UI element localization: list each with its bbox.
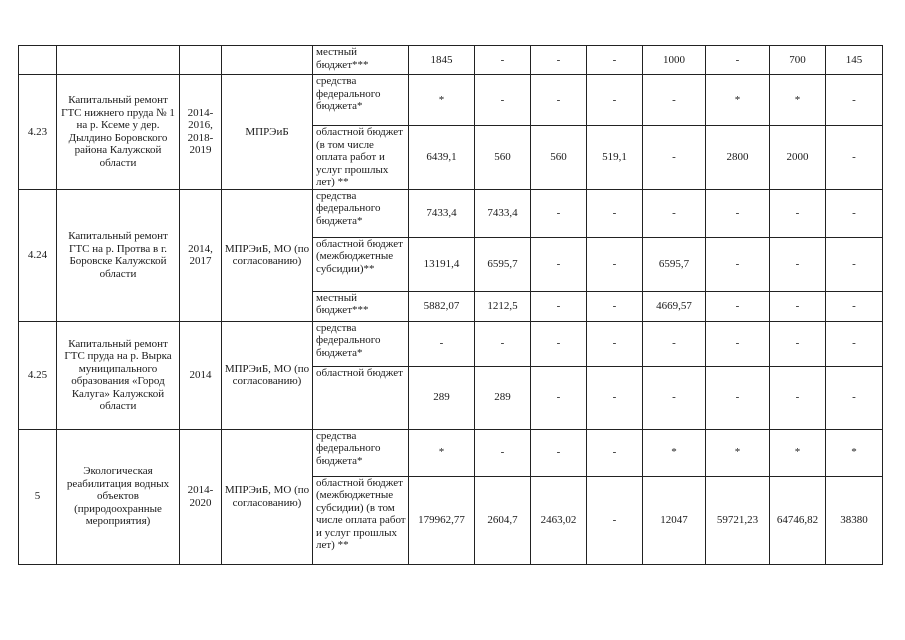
amount-year: - <box>643 126 706 190</box>
amount-year: - <box>587 429 643 476</box>
amount-year: 7433,4 <box>475 189 531 237</box>
amount-year: 6595,7 <box>643 237 706 291</box>
implementation-years: 2014, 2017 <box>180 189 222 321</box>
amount-year: - <box>826 237 883 291</box>
funding-source: местный бюджет*** <box>313 46 409 75</box>
executor: МПРЭиБ, МО (по согласованию) <box>222 189 313 321</box>
amount-total: * <box>409 429 475 476</box>
amount-year: - <box>531 429 587 476</box>
amount-year: 64746,82 <box>770 476 826 564</box>
amount-year: 2800 <box>706 126 770 190</box>
amount-year: 59721,23 <box>706 476 770 564</box>
table-row <box>19 46 883 75</box>
executor: МПРЭиБ <box>222 75 313 190</box>
measure-name: Капитальный ремонт ГТС пруда на р. Вырка муниципального образования «Город Калуга» Калужской области <box>57 321 180 429</box>
amount-year: 12047 <box>643 476 706 564</box>
amount-year: - <box>531 189 587 237</box>
amount-year: - <box>826 75 883 126</box>
amount-year: 38380 <box>826 476 883 564</box>
amount-year: - <box>587 237 643 291</box>
amount-year: - <box>531 321 587 366</box>
amount-year: - <box>531 75 587 126</box>
measure-name: Экологическая реабилитация водных объектов (природоохранные мероприятия) <box>57 429 180 564</box>
funding-source: областной бюджет (межбюджетные субсидии)** <box>313 237 409 291</box>
amount-total: 6439,1 <box>409 126 475 190</box>
executor <box>222 46 313 75</box>
amount-year: 1000 <box>643 46 706 75</box>
amount-year: - <box>587 476 643 564</box>
amount-year: - <box>475 75 531 126</box>
amount-total: 13191,4 <box>409 237 475 291</box>
amount-year: - <box>475 429 531 476</box>
amount-year: - <box>587 46 643 75</box>
funding-source: средства федерального бюджета* <box>313 189 409 237</box>
amount-year: 560 <box>531 126 587 190</box>
item-number <box>19 46 57 75</box>
item-number: 4.24 <box>19 189 57 321</box>
amount-year: - <box>587 189 643 237</box>
measure-name: Капитальный ремонт ГТС на р. Протва в г. Боровске Калужской области <box>57 189 180 321</box>
funding-source: областной бюджет (межбюджетные субсидии) (в том числе оплата работ и услуг прошлых лет) ** <box>313 476 409 564</box>
amount-year: 2000 <box>770 126 826 190</box>
amount-year: - <box>826 321 883 366</box>
executor: МПРЭиБ, МО (по согласованию) <box>222 429 313 564</box>
amount-year: - <box>587 75 643 126</box>
amount-year: 2463,02 <box>531 476 587 564</box>
amount-year: - <box>531 46 587 75</box>
amount-year: 289 <box>475 366 531 429</box>
table-row <box>19 429 883 476</box>
measure-name <box>57 46 180 75</box>
amount-total: 1845 <box>409 46 475 75</box>
amount-year: - <box>826 366 883 429</box>
funding-source: местный бюджет*** <box>313 291 409 321</box>
amount-year: 560 <box>475 126 531 190</box>
implementation-years <box>180 46 222 75</box>
amount-year: - <box>643 366 706 429</box>
amount-year: * <box>643 429 706 476</box>
amount-year: 2604,7 <box>475 476 531 564</box>
amount-year: * <box>706 429 770 476</box>
amount-total: * <box>409 75 475 126</box>
funding-source: областной бюджет <box>313 366 409 429</box>
item-number: 4.25 <box>19 321 57 429</box>
amount-year: - <box>587 321 643 366</box>
amount-year: * <box>706 75 770 126</box>
amount-year: - <box>531 291 587 321</box>
amount-year: 6595,7 <box>475 237 531 291</box>
funding-source: средства федерального бюджета* <box>313 321 409 366</box>
amount-year: - <box>643 321 706 366</box>
executor: МПРЭиБ, МО (по согласованию) <box>222 321 313 429</box>
amount-year: * <box>770 75 826 126</box>
amount-year: - <box>826 126 883 190</box>
amount-total: 179962,77 <box>409 476 475 564</box>
amount-year: - <box>643 189 706 237</box>
funding-source: областной бюджет (в том числе оплата работ и услуг прошлых лет) ** <box>313 126 409 190</box>
amount-year: - <box>587 366 643 429</box>
item-number: 4.23 <box>19 75 57 190</box>
table-row <box>19 75 883 126</box>
amount-year: 700 <box>770 46 826 75</box>
amount-year: - <box>770 291 826 321</box>
measure-name: Капитальный ремонт ГТС нижнего пруда № 1 на р. Ксеме у дер. Дылдино Боровского района Калужской области <box>57 75 180 190</box>
amount-year: - <box>587 291 643 321</box>
amount-year: - <box>475 46 531 75</box>
amount-year: - <box>770 366 826 429</box>
amount-year: - <box>706 237 770 291</box>
implementation-years: 2014-2016, 2018-2019 <box>180 75 222 190</box>
amount-total: 7433,4 <box>409 189 475 237</box>
amount-year: 4669,57 <box>643 291 706 321</box>
amount-year: 519,1 <box>587 126 643 190</box>
amount-year: - <box>706 46 770 75</box>
implementation-years: 2014-2020 <box>180 429 222 564</box>
amount-year: - <box>706 366 770 429</box>
amount-total: 289 <box>409 366 475 429</box>
amount-total: 5882,07 <box>409 291 475 321</box>
amount-year: - <box>770 237 826 291</box>
amount-total: - <box>409 321 475 366</box>
amount-year: * <box>826 429 883 476</box>
item-number: 5 <box>19 429 57 564</box>
amount-year: - <box>770 189 826 237</box>
amount-year: - <box>531 237 587 291</box>
table-row <box>19 321 883 366</box>
amount-year: - <box>531 366 587 429</box>
funding-source: средства федерального бюджета* <box>313 75 409 126</box>
budget-table <box>18 45 883 565</box>
funding-source: средства федерального бюджета* <box>313 429 409 476</box>
amount-year: - <box>643 75 706 126</box>
implementation-years: 2014 <box>180 321 222 429</box>
amount-year: - <box>706 291 770 321</box>
amount-year: - <box>770 321 826 366</box>
amount-year: - <box>826 189 883 237</box>
amount-year: - <box>706 189 770 237</box>
table-row <box>19 189 883 237</box>
amount-year: - <box>706 321 770 366</box>
amount-year: * <box>770 429 826 476</box>
amount-year: 1212,5 <box>475 291 531 321</box>
amount-year: - <box>475 321 531 366</box>
amount-year: - <box>826 291 883 321</box>
amount-year: 145 <box>826 46 883 75</box>
